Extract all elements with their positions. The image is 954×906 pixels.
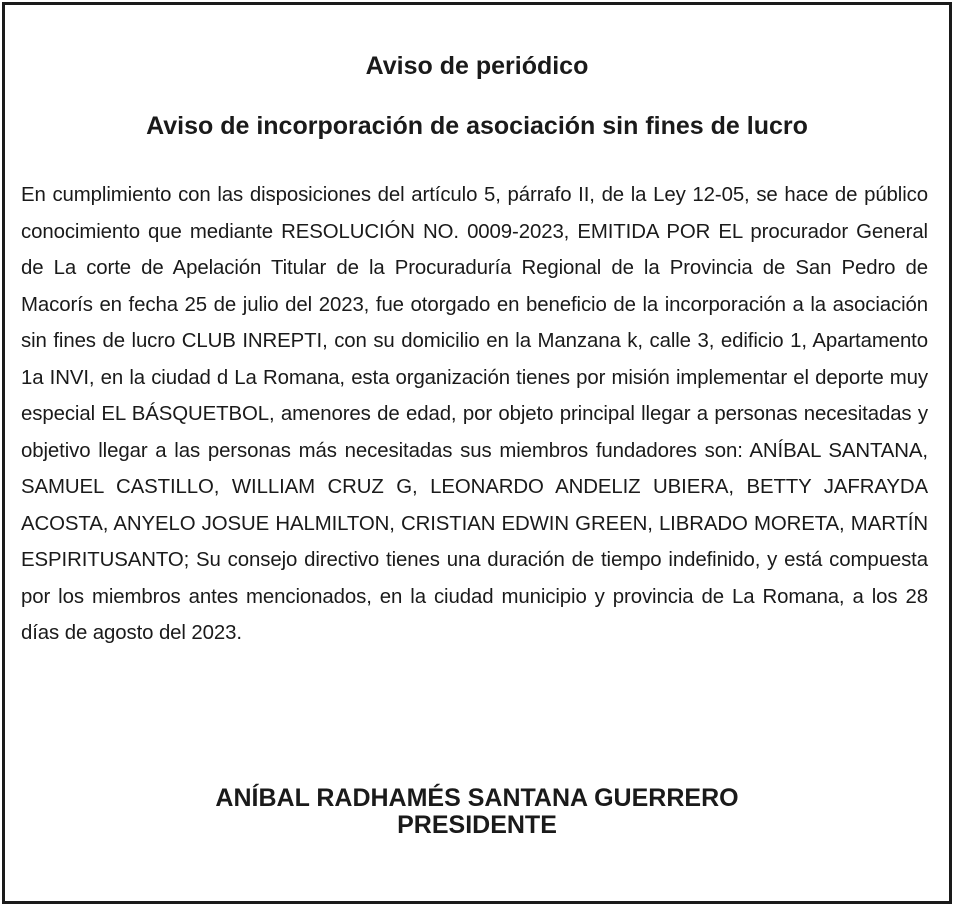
signature-block bbox=[5, 785, 949, 839]
notice-body: En cumplimiento con las disposiciones del artículo 5, párrafo II, de la Ley 12-05, se hace de público conocimiento que mediante RESOLUCIÓN NO. 0009-2023, EMITIDA POR EL procurador General de La corte de Apelación Titular de la Procuraduría Regional de la Provincia de San Pedro de Macorís en fecha 25 de julio del 2023, fue otorgado en beneficio de la incorporación a la asociación sin fines de lucro CLUB INREPTI, con su domicilio en la Manzana k, calle 3, edificio 1, Apartamento 1a INVI, en la ciudad d La Romana, esta organización tienes por misión implementar el deporte muy especial EL BÁSQUETBOL, amenores de edad, por objeto principal llegar a personas necesitadas y objetivo llegar a las personas más necesitadas sus miembros fundadores son: ANÍBAL SANTANA, SAMUEL CASTILLO, WILLIAM CRUZ G, LEONARDO ANDELIZ UBIERA, BETTY JAFRAYDA ACOSTA, ANYELO JOSUE HALMILTON, CRISTIAN EDWIN GREEN, LIBRADO MORETA, MARTÍN ESPIRITUSANTO; Su consejo directivo tienes una duración de tiempo indefinido, y está compuesta por los miembros antes mencionados, en la ciudad municipio y provincia de La Romana, a los 28 días de agosto del 2023. bbox=[21, 184, 928, 644]
signature-name: ANÍBAL RADHAMÉS SANTANA GUERRERO bbox=[215, 784, 739, 812]
newspaper-notice bbox=[2, 2, 952, 904]
signature-role: PRESIDENTE bbox=[397, 811, 557, 839]
notice-title: Aviso de periódico bbox=[365, 52, 589, 80]
notice-subtitle: Aviso de incorporación de asociación sin fines de lucro bbox=[146, 112, 808, 140]
